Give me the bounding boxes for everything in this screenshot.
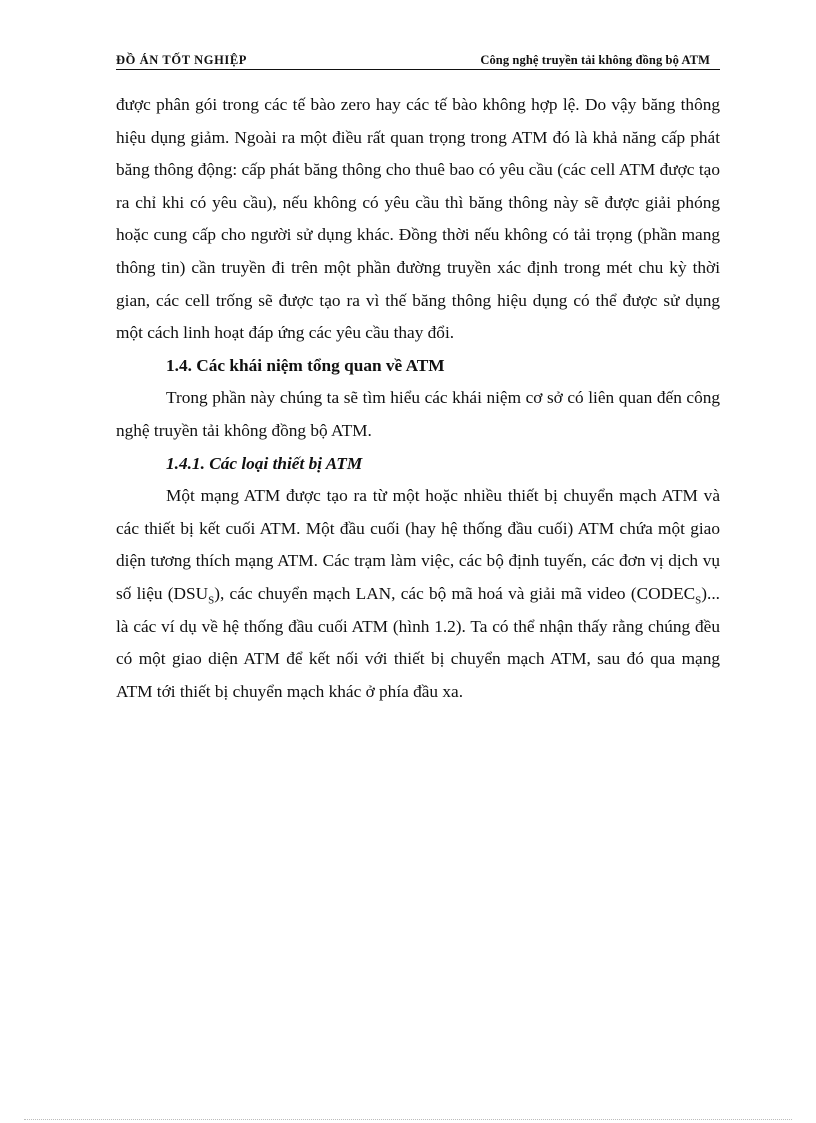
document-body: [116, 89, 720, 708]
document-page: [116, 0, 720, 1123]
header-right-title: Công nghệ truyền tải không đồng bộ ATM: [480, 53, 710, 67]
paragraph-atm-devices: [116, 480, 720, 708]
header-left-title: ĐỒ ÁN TỐT NGHIỆP: [116, 53, 248, 67]
section-heading-1-4-1: 1.4.1. Các loại thiết bị ATM: [166, 453, 363, 473]
text-run: Một mạng ATM được tạo ra từ một hoặc nhiều thiết bị chuyển mạch ATM và các thiết bị kết cuối ATM. Một đầu cuối (hay hệ thống đầu cuối) ATM chứa một giao diện tương thích mạng ATM. Các trạm làm việc, các bộ định tuyến, các đơn vị dịch vụ số liệu (DSU: [116, 486, 720, 603]
page-header: [116, 50, 720, 70]
text-run: )... là các ví dụ về hệ thống đầu cuối ATM (hình 1.2). Ta có thể nhận thấy rằng chúng đều có một giao diện ATM để kết nối với thiết bị chuyển mạch ATM, sau đó qua mạng ATM tới thiết bị chuyển mạch khác ở phía đầu xa.: [116, 583, 720, 701]
subscript: S: [208, 594, 215, 607]
paragraph-intro: Trong phần này chúng ta sẽ tìm hiểu các khái niệm cơ sở có liên quan đến công nghệ truyền tải không đồng bộ ATM.: [116, 388, 720, 440]
section-heading-1-4: 1.4. Các khái niệm tổng quan về ATM: [166, 355, 445, 375]
paragraph-continuation: được phân gói trong các tế bào zero hay các tế bào không hợp lệ. Do vậy băng thông hiệu dụng giảm. Ngoài ra một điều rất quan trọng trong ATM đó là khả năng cấp phát băng thông động: cấp phát băng thông cho thuê bao có yêu cầu (các cell ATM được tạo ra chỉ khi có yêu cầu), nếu không có yêu cầu thì băng thông này sẽ được giải phóng hoặc cung cấp cho người sử dụng khác. Đồng thời nếu không có tải trọng (phần mang thông tin) cần truyền đi trên một phần đường truyền xác định trong mét chu kỳ thời gian, các cell trống sẽ được tạo ra vì thế băng thông hiệu dụng có thể được sử dụng một cách linh hoạt đáp ứng các yêu cầu thay đổi.: [116, 95, 720, 343]
subscript: S: [695, 594, 702, 607]
text-run: ), các chuyển mạch LAN, các bộ mã hoá và giải mã video (CODEC: [214, 583, 696, 603]
footer-dotted-line: [24, 1119, 792, 1120]
